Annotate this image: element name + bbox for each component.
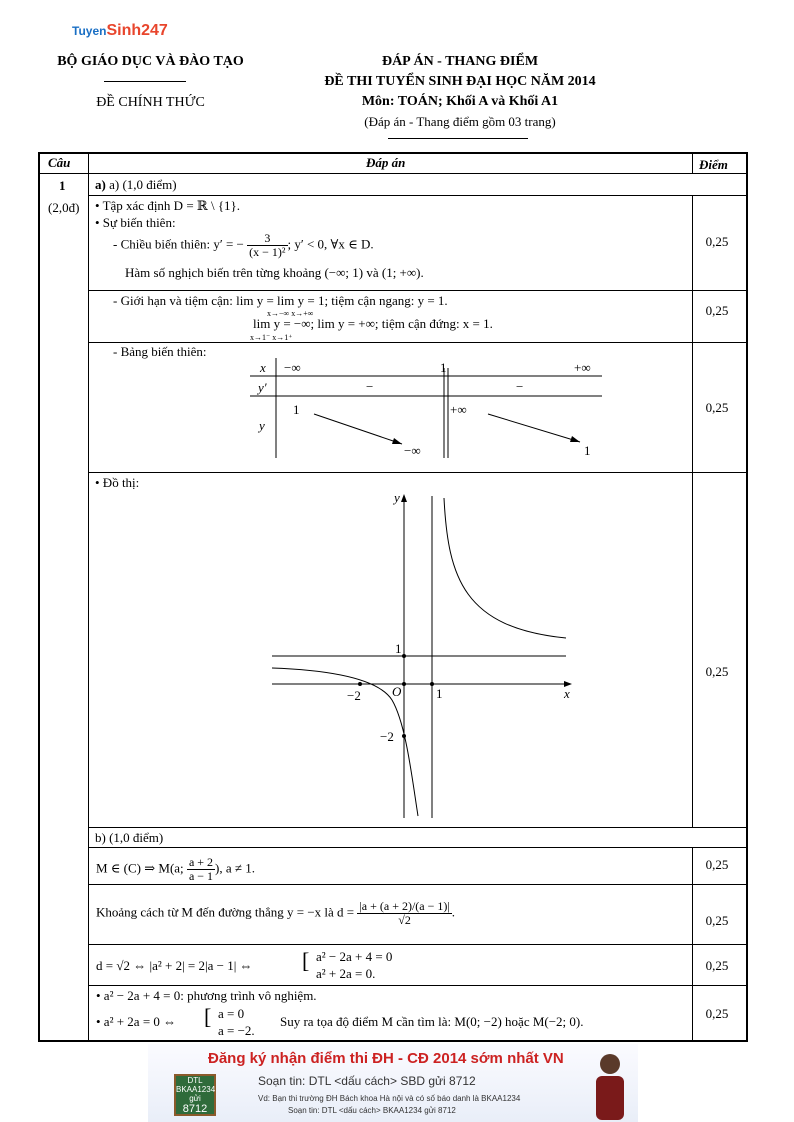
b4-sys-2: a = −2.	[218, 1023, 255, 1038]
ad-title: Đăng ký nhận điểm thi ĐH - CĐ 2014 sớm nhất VN	[208, 1050, 564, 1067]
ad-board-text-1: DTL BKAA1234	[176, 1076, 216, 1094]
table-top-border	[38, 152, 748, 154]
doc-title-2: ĐỀ THI TUYỂN SINH ĐẠI HỌC NĂM 2014	[324, 74, 596, 89]
b3-text: d = √2 ⇔ |a² + 2| = 2|a − 1| ⇔	[96, 958, 253, 973]
graph-tick-xm2: −2	[347, 688, 361, 703]
graph-y-label: y	[394, 490, 400, 505]
b1-text: M ∈ (C) ⇒ M(a; $\frac{a + 2}{a - 1}$ ), a ≠ 1.	[96, 855, 256, 883]
domain-text: • Tập xác định D = ℝ \ {1}.	[95, 198, 241, 213]
vt-arrow-1	[314, 414, 402, 444]
ad-board-text-3: 8712	[182, 1103, 208, 1115]
vt-x-val-2: 1	[440, 360, 447, 375]
row-border-7	[88, 985, 748, 986]
score-3: 0,25	[705, 400, 729, 415]
curve-right-branch	[444, 498, 566, 638]
doc-title-1: ĐÁP ÁN - THANG ĐIỂM	[381, 54, 539, 69]
vt-arrowhead-1	[392, 438, 402, 444]
point-origin	[402, 682, 406, 686]
b4-bracket: [	[204, 1004, 212, 1029]
graph-tick-y1: 1	[395, 641, 402, 656]
vt-y-val-1: 1	[293, 402, 300, 417]
header-cau: Câu	[48, 155, 71, 170]
score-8: 0,25	[705, 1006, 729, 1021]
table-header-border	[38, 173, 748, 174]
graph-tick-ym2: −2	[380, 729, 394, 744]
score-2: 0,25	[705, 303, 729, 318]
header-diem: Điểm	[699, 157, 728, 172]
ad-example-sms: Soạn tin: DTL <dấu cách> BKAA1234 gửi 8712	[288, 1106, 456, 1115]
monotone-text: Hàm số nghịch biến trên từng khoảng (−∞; 1) và (1; +∞).	[125, 265, 424, 280]
b4-sys-1: a = 0	[218, 1006, 245, 1021]
question-points: (2,0đ)	[48, 200, 80, 215]
score-1: 0,25	[705, 234, 729, 249]
point-0-m2	[402, 734, 406, 738]
row-border-2	[88, 342, 748, 343]
vt-arrowhead-2	[570, 436, 580, 442]
point-m2-0	[358, 682, 362, 686]
doc-page-note: (Đáp án - Thang điểm gồm 03 trang)	[364, 114, 556, 129]
graph-y-arrow	[401, 494, 407, 502]
table-right-border	[746, 152, 748, 1042]
b4-conclusion: Suy ra tọa độ điểm M cần tìm là: M(0; −2) hoặc M(−2; 0).	[280, 1014, 584, 1029]
row-border-5	[88, 884, 748, 885]
vt-x-val-3: +∞	[574, 360, 591, 375]
vt-y-val-3: +∞	[450, 402, 467, 417]
vt-y-val-2: −∞	[404, 443, 421, 458]
row-border-1	[88, 290, 748, 291]
ad-example: Vd: Bạn thi trường ĐH Bách khoa Hà nội và có số báo danh là BKAA1234	[258, 1094, 521, 1103]
score-4: 0,25	[705, 664, 729, 679]
logo-text-2: Sinh247	[106, 22, 168, 39]
limits-sub-1: x→−∞ x→+∞	[267, 309, 314, 318]
vt-y-val-4: 1	[584, 443, 591, 458]
variation-table	[250, 358, 602, 460]
row-border-4	[88, 827, 748, 828]
ad-sms-instruction: Soạn tin: DTL <dấu cách> SBD gửi 8712	[258, 1074, 476, 1088]
table-left-border	[38, 152, 40, 1042]
function-graph	[268, 488, 580, 820]
point-1-0	[430, 682, 434, 686]
graph-tick-x1: 1	[436, 686, 443, 701]
logo-text-1: Tuyen	[72, 24, 107, 38]
vt-yp-val-2: −	[516, 379, 524, 394]
ad-board-text-2: gửi	[189, 1094, 201, 1103]
variation-text: • Sự biến thiên:	[95, 215, 176, 230]
official-label: ĐỀ CHÍNH THỨC	[96, 95, 205, 110]
vtable-label: - Bảng biến thiên:	[113, 344, 207, 359]
ministry-name: BỘ GIÁO DỤC VÀ ĐÀO TẠO	[57, 54, 244, 69]
vt-x-label: x	[260, 360, 266, 375]
header-dap-an: Đáp án	[366, 155, 406, 170]
score-5: 0,25	[705, 857, 729, 872]
score-6: 0,25	[705, 913, 729, 928]
title-underline	[388, 138, 528, 139]
b2-text: Khoảng cách từ M đến đường thẳng y = −x là d = $\frac{|a + (a + 2)/(a - 1)|}{√2}$ .	[96, 899, 456, 927]
b3-bracket: [	[302, 948, 310, 973]
col-divider-header	[692, 152, 693, 174]
row-border-6	[88, 944, 748, 945]
score-7: 0,25	[705, 958, 729, 973]
ad-chalkboard	[174, 1074, 216, 1116]
graph-x-label: x	[564, 686, 570, 701]
graph-origin-label: O	[392, 684, 402, 699]
question-number: 1	[59, 178, 66, 193]
b3-sys-2: a² + 2a = 0.	[316, 966, 376, 981]
site-logo	[72, 22, 168, 40]
row-border-3	[88, 472, 748, 473]
part-b-border	[88, 847, 748, 848]
vt-yp-label: y′	[258, 380, 267, 395]
b4-line-1: • a² − 2a + 4 = 0: phương trình vô nghiệm.	[96, 988, 317, 1003]
limits-text-1: - Giới hạn và tiệm cận: lim y = lim y = 1; tiệm cận ngang: y = 1.	[113, 293, 448, 308]
ad-banner[interactable]	[148, 1044, 638, 1122]
ministry-underline	[104, 81, 186, 82]
vt-y-label: y	[259, 418, 265, 433]
part-a-border	[88, 195, 748, 196]
part-a-label: a) a) (1,0 điểm)	[95, 177, 177, 192]
col-divider-1	[88, 152, 89, 1042]
vt-yp-val-1: −	[366, 379, 374, 394]
direction-text: - Chiều biến thiên: y′ = − $\frac{3}{\text{(x − 1)²}}$ ; y′ < 0, ∀x ∈ D.	[113, 231, 374, 259]
ad-person-image	[588, 1050, 632, 1120]
doc-subject: Môn: TOÁN; Khối A và Khối A1	[361, 94, 559, 109]
vt-arrow-2	[488, 414, 580, 442]
b4-line-2: • a² + 2a = 0 ⇔	[96, 1014, 177, 1029]
b3-sys-1: a² − 2a + 4 = 0	[316, 949, 393, 964]
limits-text-2: lim y = −∞; lim y = +∞; tiệm cận đứng: x = 1.	[253, 316, 493, 331]
graph-label: • Đồ thị:	[95, 475, 140, 490]
limits-sub-2: x→1⁻ x→1⁺	[250, 333, 293, 342]
point-0-1	[402, 654, 406, 658]
vt-x-val-1: −∞	[284, 360, 301, 375]
part-b-label: b) (1,0 điểm)	[95, 830, 164, 845]
table-bottom-border	[38, 1040, 748, 1042]
